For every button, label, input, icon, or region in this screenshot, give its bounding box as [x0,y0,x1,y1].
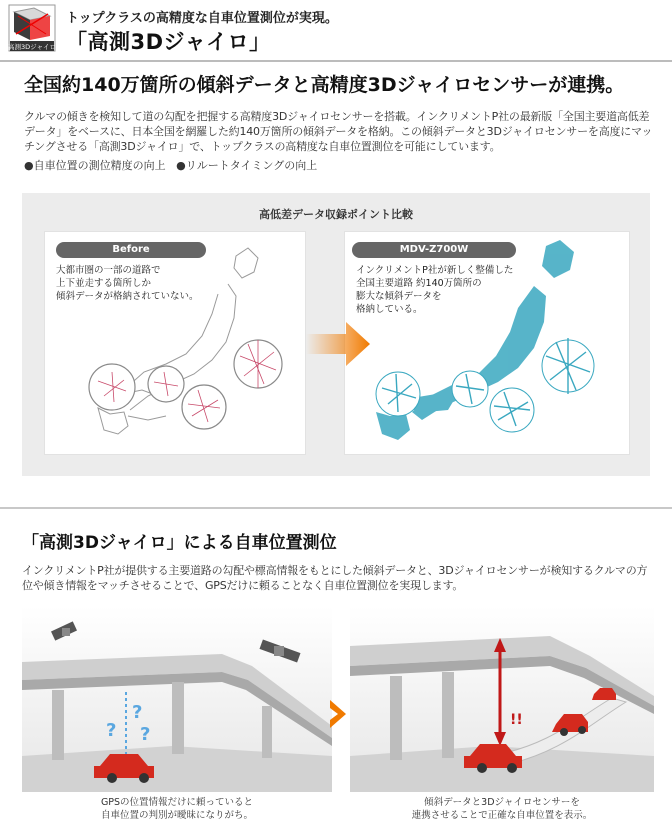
gyro-3d-icon [8,4,56,52]
section1-paragraph: クルマの傾きを検知して道の勾配を把握する高精度3Dジャイロセンサーを搭載。インクリメントP社の最新版「全国主要道高低差データ」をベースに、日本全国を網羅した約140万箇所の傾斜データを格納。この傾斜データと3Dジャイロセンサーを高度にマッチングさせる「高測3Dジャイロ」で、トップクラスの高精度な自車位置測位を可能にしています。 [24,110,653,153]
svg-text:!!: !! [510,712,523,728]
divider [0,507,672,509]
orange-chevron-icon [330,700,346,728]
section2-paragraph: インクリメントP社が提供する主要道路の勾配や標高情報をもとにした傾斜データと、3Dジャイロセンサーが検知するクルマの方位や傾き情報をマッチさせることで、GPSだけに頼ることなく自車位置測位を実現します。 [22,564,648,592]
text-line: インクリメントP社が新しく整備した [356,265,514,276]
text-line: 傾斜データが格納されていない。 [56,291,199,302]
text-line: 上下並走する箇所しか [56,278,152,289]
before-description [56,264,199,303]
text-line: 大都市圏の一部の道路で [56,265,161,276]
text-line: 全国主要道路 約140万箇所の [356,278,482,289]
icon-label: 高測3Dジャイロ [8,43,56,51]
page-title: 「高測3Dジャイロ」 [66,30,271,54]
caption-left [22,796,332,822]
caption-line: 連携させることで正確な自車位置を表示。 [411,810,593,821]
text-line: 膨大な傾斜データを [356,291,442,302]
section1-heading: 全国約140万箇所の傾斜データと高精度3Dジャイロセンサーが連携。 [24,74,625,96]
divider [0,60,672,62]
header-subtitle: トップクラスの高精度な自車位置測位が実現。 [66,11,338,26]
after-label: MDV-Z700W [352,242,516,258]
caption-line: 自車位置の判別が曖昧になりがち。 [100,810,253,821]
svg-text:?: ? [140,724,151,745]
bullet-item: ●リルートタイミングの向上 [176,159,318,172]
caption-line: 傾斜データと3Dジャイロセンサーを [424,797,580,808]
after-description [356,264,513,316]
gps-only-illustration [22,606,332,792]
comparison-title: 高低差データ収録ポイント比較 [259,208,413,221]
feature-bullets [24,157,317,173]
svg-text:?: ? [106,720,117,741]
text-line: 格納している。 [356,304,423,315]
caption-line: GPSの位置情報だけに頼っていると [100,797,254,808]
caption-right [350,796,654,822]
before-label: Before [56,242,206,258]
section2-heading: 「高測3Dジャイロ」による自車位置測位 [22,533,337,553]
gyro-data-illustration [350,606,654,792]
svg-text:?: ? [132,702,143,723]
bullet-item: ●自車位置の測位精度の向上 [24,159,166,172]
